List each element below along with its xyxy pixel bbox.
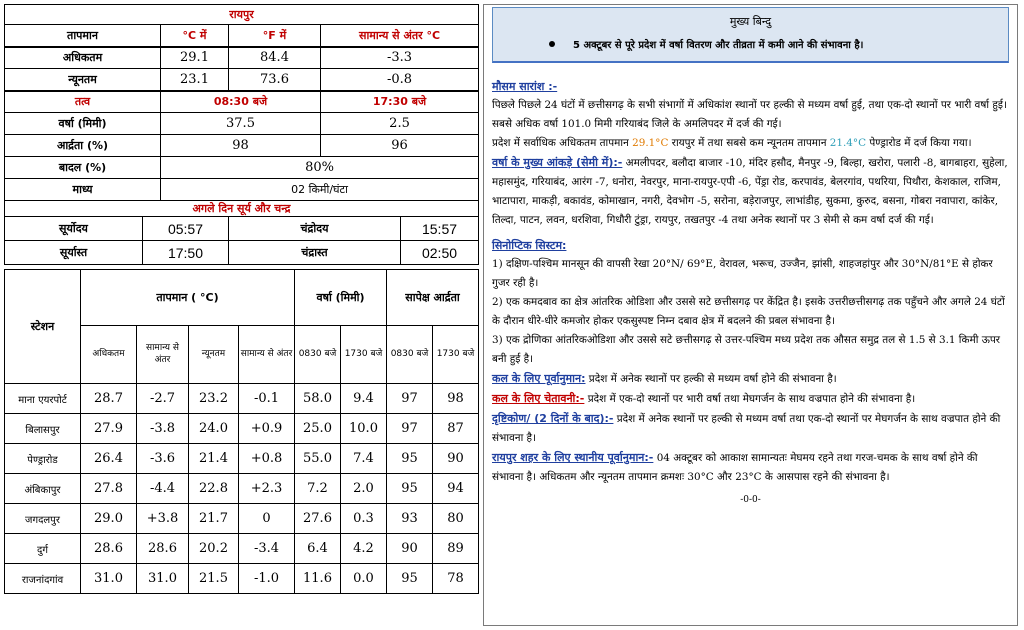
station-row xyxy=(5,414,479,444)
temp-max-value: 29.1°C xyxy=(632,137,669,149)
station-dmax: 31.0 xyxy=(137,564,189,594)
warning xyxy=(492,389,1009,409)
right-panel xyxy=(483,4,1018,626)
station-max: 26.4 xyxy=(81,444,137,474)
raipur-forecast-text: 04 अक्टूबर को आकाश सामान्यतः मेघमय रहने तथा गरज-चमक के साथ वर्षा होने की संभावना है। अधिकतम और न्यूनतम तापमान क्रमशः 30°C और 23°C के आसपास रहने की संभावना है। xyxy=(492,452,978,483)
station-dmin: -0.1 xyxy=(239,384,295,414)
moonset-label: चंद्रास्त xyxy=(229,241,401,265)
station-h2: 87 xyxy=(433,414,479,444)
key-points-title: मुख्य बिन्दु xyxy=(729,15,772,28)
bullet-icon xyxy=(549,41,555,47)
station-min: 23.2 xyxy=(189,384,239,414)
cloud-value: 80% xyxy=(161,157,479,179)
time-1730: 17:30 बजे xyxy=(321,91,479,113)
station-r2: 0.3 xyxy=(341,504,387,534)
row-max-label: अधिकतम xyxy=(5,47,161,69)
temp-min-value: 21.4°C xyxy=(829,137,867,149)
station-dmin: -3.4 xyxy=(239,534,295,564)
sun-moon-table xyxy=(4,200,479,265)
station-r1: 6.4 xyxy=(295,534,341,564)
sub-min: न्यूनतम xyxy=(189,326,239,384)
station-name: बिलासपुर xyxy=(5,414,81,444)
synoptic-3: 3) एक द्रोणिका आंतरिकओडिशा और उससे सटे छत्तीसगढ़ से उत्तर-पश्चिम मध्य प्रदेश तक औसत समुद्र तल से 1.5 से 3.1 किमी ऊपर बनी हुई है। xyxy=(492,334,1000,365)
moonrise-value: 15:57 xyxy=(401,217,479,241)
station-dmax: +3.8 xyxy=(137,504,189,534)
temp-header: तापमान ( °C) xyxy=(81,270,295,326)
sub-rain-0830: 0830 बजे xyxy=(295,326,341,384)
sunset-value: 17:50 xyxy=(143,241,229,265)
rain-header: वर्षा (मिमी) xyxy=(295,270,387,326)
station-r1: 7.2 xyxy=(295,474,341,504)
outlook xyxy=(492,409,1009,448)
station-dmin: +0.8 xyxy=(239,444,295,474)
rain-0830: 37.5 xyxy=(161,113,321,135)
station-rows xyxy=(5,384,479,594)
station-r1: 25.0 xyxy=(295,414,341,444)
station-h1: 95 xyxy=(387,474,433,504)
station-row xyxy=(5,444,479,474)
rain-heading: वर्षा के मुख्य आंकड़े (सेमी में):- xyxy=(492,156,623,169)
sunset-label: सूर्यास्त xyxy=(5,241,143,265)
station-r2: 2.0 xyxy=(341,474,387,504)
station-h2: 89 xyxy=(433,534,479,564)
header-celsius: °C में xyxy=(161,25,229,47)
synoptic-heading: सिनोप्टिक सिस्टम: xyxy=(492,239,567,252)
station-row xyxy=(5,534,479,564)
rain-text: अमलीपदर, बलौदा बाजार -10, मंदिर हसौद, मैनपुर -9, बिल्हा, खरोरा, पलारी -8, बागबाहरा, सुहेला, महासमुंद, गरियाबंद, आरंग -7, धनोरा, नेवरपुर, माना-रायपुर-एपी -6, पेंड्रा रोड, करपावंड, बेलरगांव, पथरिया, पिथौरा, केशकाल, राजिम, भाटापारा, माकड़ी, बकावंड, कोमाखान, नगरी, देवभोग -5, सरोना, बड़ेराजपुर, लाभांडीह, सुकमा, कुरुद, बसना, गोबरा नवापारा, कांकेर, तिल्दा, पाटन, लवन, धरशिवा, गिधौरी टुंड्रा, रायपुर, तखतपुर -4 तथा अनेक स्थानों पर 3 सेमी से कम वर्षा दर्ज की गई। xyxy=(492,157,1008,226)
moonset-value: 02:50 xyxy=(401,241,479,265)
temp-text-b: रायपुर में तथा सबसे कम न्यूनतम तापमान xyxy=(671,137,827,149)
station-row xyxy=(5,384,479,414)
station-max: 31.0 xyxy=(81,564,137,594)
station-max: 27.8 xyxy=(81,474,137,504)
header-temperature: तापमान xyxy=(5,25,161,47)
humidity-label: आर्द्रता (%) xyxy=(5,135,161,157)
wind-value: 02 किमी/घंटा xyxy=(161,179,479,201)
forecast-text: प्रदेश में अनेक स्थानों पर हल्की से मध्यम वर्षा होने की संभावना है। xyxy=(588,373,837,385)
station-r1: 11.6 xyxy=(295,564,341,594)
key-points-box xyxy=(492,7,1009,63)
summary-heading: मौसम सारांश :- xyxy=(492,80,558,93)
humidity-0830: 98 xyxy=(161,135,321,157)
sub-max: अधिकतम xyxy=(81,326,137,384)
station-r2: 10.0 xyxy=(341,414,387,444)
station-h1: 97 xyxy=(387,384,433,414)
station-dmin: -1.0 xyxy=(239,564,295,594)
min-c: 23.1 xyxy=(161,69,229,91)
station-dmax: -3.6 xyxy=(137,444,189,474)
station-h1: 95 xyxy=(387,444,433,474)
wind-label: माध्य xyxy=(5,179,161,201)
station-name: माना एयरपोर्ट xyxy=(5,384,81,414)
left-panel xyxy=(4,4,478,626)
station-h1: 97 xyxy=(387,414,433,444)
forecast xyxy=(492,369,1009,389)
synoptic-1: 1) दक्षिण-पश्चिम मानसून की वापसी रेखा 20°N/ 69°E, वेरावल, भरूच, उज्जैन, झांसी, शाहजहांपुर और 30°N/81°E से होकर गुजर रही है। xyxy=(492,258,993,289)
station-h2: 78 xyxy=(433,564,479,594)
header-fahrenheit: °F में xyxy=(229,25,321,47)
station-max: 28.6 xyxy=(81,534,137,564)
row-min-label: न्यूनतम xyxy=(5,69,161,91)
report-body xyxy=(484,63,1017,510)
station-h2: 80 xyxy=(433,504,479,534)
station-min: 21.5 xyxy=(189,564,239,594)
outlook-text: प्रदेश में अनेक स्थानों पर हल्की से मध्यम वर्षा तथा एक-दो स्थानों पर मेघगर्जन के साथ वज्रपात होने की संभावना है। xyxy=(492,413,1001,444)
warning-text: प्रदेश में एक-दो स्थानों पर भारी वर्षा तथा मेघगर्जन के साथ वज्रपात होने की संभावना है। xyxy=(587,393,916,405)
stations-table xyxy=(4,269,479,594)
station-dmax: -4.4 xyxy=(137,474,189,504)
rain-1730: 2.5 xyxy=(321,113,479,135)
station-min: 21.7 xyxy=(189,504,239,534)
station-dmax: -3.8 xyxy=(137,414,189,444)
station-h2: 90 xyxy=(433,444,479,474)
sub-rh-1730: 1730 बजे xyxy=(433,326,479,384)
temp-text-c: पेण्ड्रारोड में दर्ज किया गया। xyxy=(869,137,972,149)
station-r2: 9.4 xyxy=(341,384,387,414)
station-max: 28.7 xyxy=(81,384,137,414)
station-max: 27.9 xyxy=(81,414,137,444)
sun-moon-title: अगले दिन सूर्य और चन्द्र xyxy=(5,201,479,217)
sub-rh-0830: 0830 बजे xyxy=(387,326,433,384)
station-row xyxy=(5,474,479,504)
sub-min-diff: सामान्य से अंतर xyxy=(239,326,295,384)
rain-figures xyxy=(492,153,1009,230)
station-h2: 98 xyxy=(433,384,479,414)
outlook-heading: दृष्टिकोण/ (2 दिनों के बाद):- xyxy=(492,412,614,425)
rain-label: वर्षा (मिमी) xyxy=(5,113,161,135)
cloud-label: बादल (%) xyxy=(5,157,161,179)
station-r2: 7.4 xyxy=(341,444,387,474)
synoptic-2: 2) एक कमदबाव का क्षेत्र आंतरिक ओडिशा और उससे सटे छत्तीसगढ़ पर केंद्रित है। इसके उत्तरीछत्तीसगढ़ तक पहुँचने और अगले 24 घंटों के दौरान धीरे-धीरे कमजोर होकर एकसुस्पष्ट निम्न दबाव क्षेत्र में बदलने की प्रबल संभावना है। xyxy=(492,296,1005,327)
temp-extremes xyxy=(492,134,1009,153)
raipur-forecast xyxy=(492,448,1009,487)
moonrise-label: चंद्रोदय xyxy=(229,217,401,241)
end-mark: -0-0- xyxy=(740,495,761,505)
station-name: राजनांदगांव xyxy=(5,564,81,594)
station-dmax: -2.7 xyxy=(137,384,189,414)
station-row xyxy=(5,564,479,594)
station-min: 21.4 xyxy=(189,444,239,474)
station-name: जगदलपुर xyxy=(5,504,81,534)
station-h2: 94 xyxy=(433,474,479,504)
sub-max-diff: सामान्य से अंतर xyxy=(137,326,189,384)
sunrise-label: सूर्योदय xyxy=(5,217,143,241)
humidity-1730: 96 xyxy=(321,135,479,157)
raipur-forecast-heading: रायपुर शहर के लिए स्थानीय पूर्वानुमान:- xyxy=(492,451,654,464)
station-r1: 55.0 xyxy=(295,444,341,474)
max-diff: -3.3 xyxy=(321,47,479,69)
station-dmin: +2.3 xyxy=(239,474,295,504)
raipur-table xyxy=(4,4,479,201)
warning-heading: कल के लिए चेतावनी:- xyxy=(492,392,585,405)
time-0830: 08:30 बजे xyxy=(161,91,321,113)
temp-text-a: प्रदेश में सर्वाधिक अधिकतम तापमान xyxy=(492,137,629,149)
header-departure: सामान्य से अंतर °C xyxy=(321,25,479,47)
min-diff: -0.8 xyxy=(321,69,479,91)
station-name: अंबिकापुर xyxy=(5,474,81,504)
station-h1: 95 xyxy=(387,564,433,594)
key-point-text: 5 अक्टूबर से पूरे प्रदेश में वर्षा वितरण और तीव्रता में कमी आने की संभावना है। xyxy=(573,40,864,51)
station-r1: 58.0 xyxy=(295,384,341,414)
station-r2: 4.2 xyxy=(341,534,387,564)
rh-header: सापेक्ष आर्द्रता xyxy=(387,270,479,326)
max-f: 84.4 xyxy=(229,47,321,69)
station-dmax: 28.6 xyxy=(137,534,189,564)
station-r1: 27.6 xyxy=(295,504,341,534)
station-row xyxy=(5,504,479,534)
station-h1: 93 xyxy=(387,504,433,534)
key-point-item xyxy=(493,37,1008,51)
sub-rain-1730: 1730 बजे xyxy=(341,326,387,384)
max-c: 29.1 xyxy=(161,47,229,69)
station-dmin: +0.9 xyxy=(239,414,295,444)
station-header: स्टेशन xyxy=(5,270,81,384)
station-name: दुर्ग xyxy=(5,534,81,564)
forecast-heading: कल के लिए पूर्वानुमान: xyxy=(492,372,586,385)
station-h1: 90 xyxy=(387,534,433,564)
min-f: 73.6 xyxy=(229,69,321,91)
station-dmin: 0 xyxy=(239,504,295,534)
sunrise-value: 05:57 xyxy=(143,217,229,241)
element-label: तत्व xyxy=(5,91,161,113)
station-name: पेण्ड्रारोड xyxy=(5,444,81,474)
station-min: 20.2 xyxy=(189,534,239,564)
station-max: 29.0 xyxy=(81,504,137,534)
station-r2: 0.0 xyxy=(341,564,387,594)
raipur-title: रायपुर xyxy=(5,5,479,25)
station-min: 22.8 xyxy=(189,474,239,504)
station-min: 24.0 xyxy=(189,414,239,444)
summary-text: पिछले पिछले 24 घंटों में छत्तीसगढ़ के सभी संभागों में अधिकांश स्थानों पर हल्की से मध्यम वर्षा हुई, तथा एक-दो स्थानों पर भारी वर्षा हुई। सबसे अधिक वर्षा 101.0 मिमी गरियाबंद जिले के अमलिपदर में दर्ज की गई। xyxy=(492,99,1007,130)
